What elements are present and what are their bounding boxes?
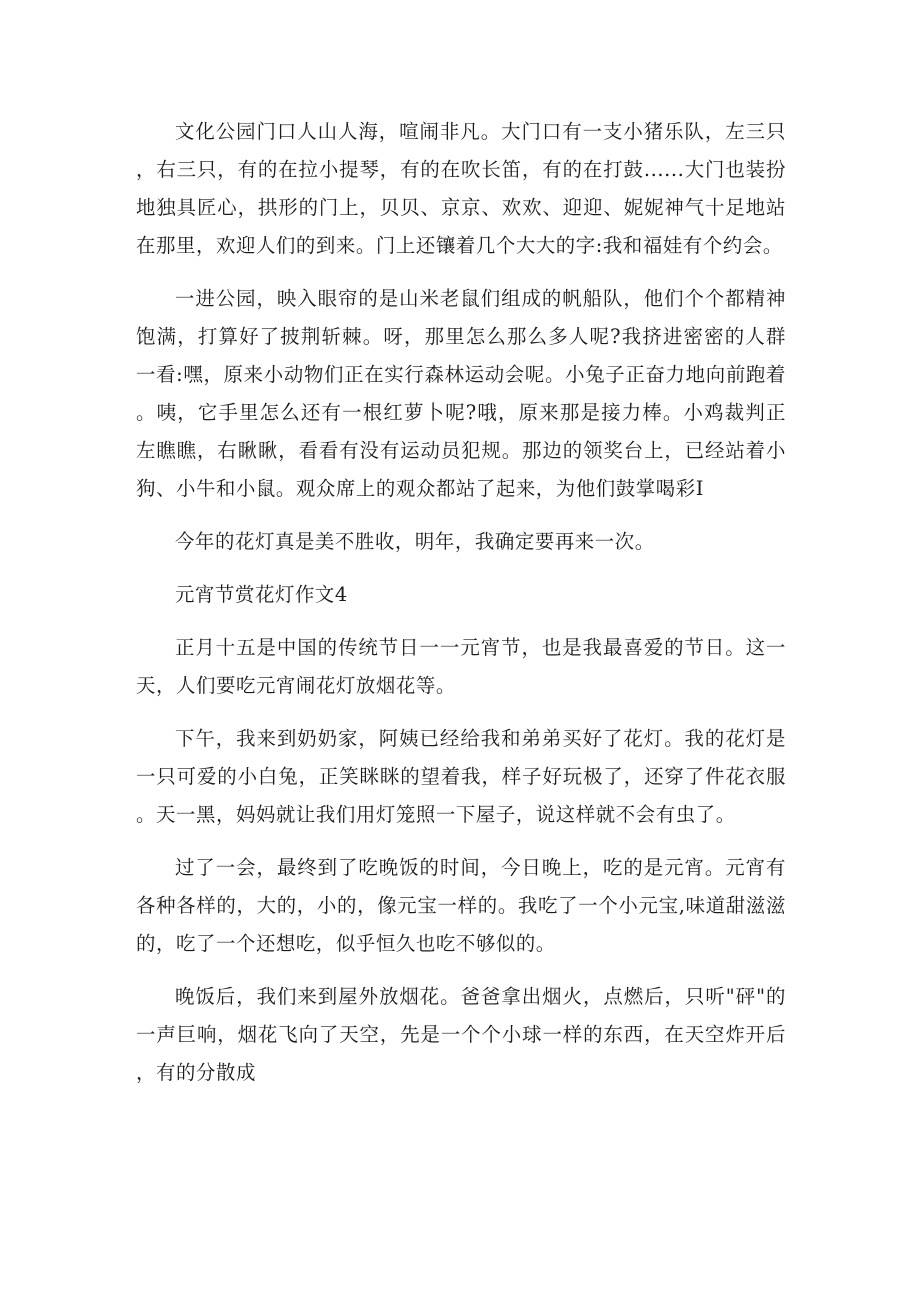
paragraph-next-year: 今年的花灯真是美不胜收，明年，我确定要再来一次。 xyxy=(175,530,655,553)
paragraph-fireworks: 晚饭后，我们来到屋外放烟花。爸爸拿出烟火，点燃后，只听"砰"的一声巨响，烟花飞向了天空，先是一个个小球一样的东西，在天空炸开后，有的分散成 xyxy=(136,985,786,1084)
document-body xyxy=(136,113,786,1107)
section-title: 元宵节赏花灯作文4 xyxy=(175,583,348,606)
paragraph-grandma-house: 下午，我来到奶奶家，阿姨已经给我和弟弟买好了花灯。我的花灯是一只可爱的小白兔，正笑眯眯的望着我，样子好玩极了，还穿了件花衣服。天一黑，妈妈就让我们用灯笼照一下屋子，说这样就不会有虫了。 xyxy=(136,727,786,826)
paragraph-lantern-festival: 正月十五是中国的传统节日一一元宵节，也是我最喜爱的节日。这一天，人们要吃元宵闹花灯放烟花等。 xyxy=(136,636,786,697)
paragraph-park-entrance: 文化公园门口人山人海，喧闹非凡。大门口有一支小猪乐队，左三只，右三只，有的在拉小提琴，有的在吹长笛，有的在打鼓......大门也装扮地独具匠心，拱形的门上，贝贝、京京、欢欢、迎迎、妮妮神气十足地站在那里，欢迎人们的到来。门上还镶着几个大大的字:我和福娃有个约会。 xyxy=(136,120,786,257)
paragraph-dinner-yuanxiao: 过了一会，最终到了吃晚饭的时间，今日晚上，吃的是元宵。元宵有各种各样的，大的，小的，像元宝一样的。我吃了一个小元宝,味道甜滋滋的，吃了一个还想吃，似乎恒久也吃不够似的。 xyxy=(136,856,786,955)
paragraph-sailboat-team: 一进公园，映入眼帘的是山米老鼠们组成的帆船队，他们个个都精神饱满，打算好了披荆斩棘。呀，那里怎么那么多人呢?我挤进密密的人群一看:嘿，原来小动物们正在实行森林运动会呢。小兔子正奋力地向前跑着。咦，它手里怎么还有一根红萝卜呢?哦，原来那是接力棒。小鸡裁判正左瞧瞧，右瞅瞅，看看有没有运动员犯规。那边的领奖台上，已经站着小狗、小牛和小鼠。观众席上的观众都站了起来，为他们鼓掌喝彩I xyxy=(136,287,786,500)
